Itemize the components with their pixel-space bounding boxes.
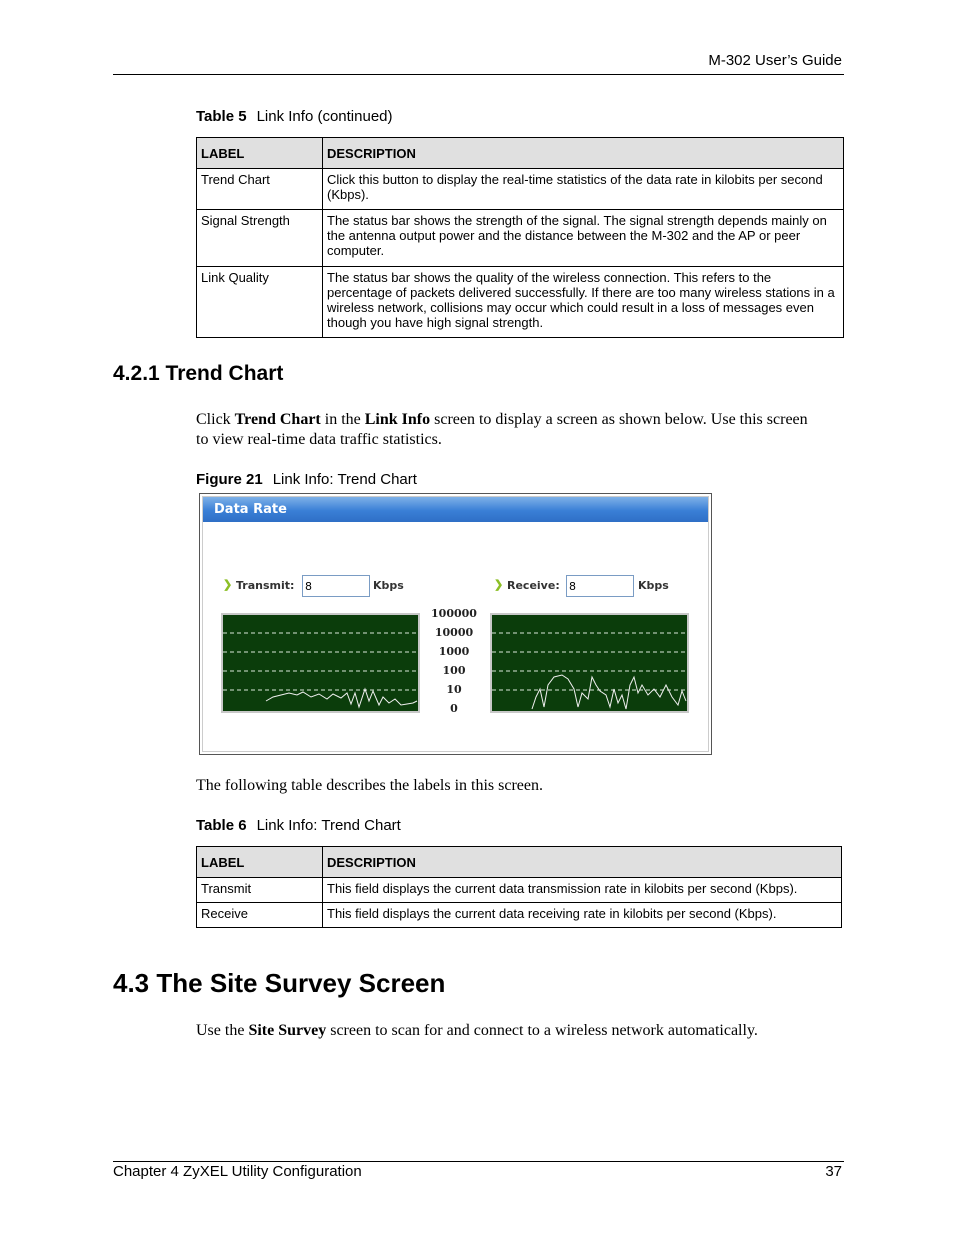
table6-caption — [196, 817, 401, 834]
table5-caption-label: Table 5 — [196, 108, 247, 125]
table6-header-label: LABEL — [197, 847, 323, 878]
figure21-caption — [196, 471, 417, 488]
table-row — [197, 210, 844, 267]
receive-label: Receive: — [507, 579, 560, 592]
table-row — [197, 878, 842, 903]
table6-cell-label: Transmit — [197, 878, 323, 903]
transmit-unit: Kbps — [373, 579, 404, 592]
transmit-label: Transmit: — [236, 579, 295, 592]
scale-label: 10 — [446, 683, 462, 696]
para-text: Click — [196, 411, 235, 428]
following-table-paragraph: The following table describes the labels in this screen. — [196, 777, 544, 794]
table5-cell-label: Link Quality — [197, 267, 323, 338]
para-text: screen to scan for and connect to a wireless network automatically. — [326, 1022, 758, 1039]
chart-scale — [429, 604, 479, 718]
guide-title: M-302 User’s Guide — [708, 52, 842, 69]
table-row — [197, 169, 844, 210]
data-rate-title: Data Rate — [214, 502, 287, 517]
scale-label: 100 — [442, 664, 466, 677]
table5-header-description: DESCRIPTION — [323, 138, 844, 169]
table5-cell-label: Trend Chart — [197, 169, 323, 210]
table5-caption — [196, 108, 393, 125]
data-rate-panel — [202, 496, 709, 752]
section-heading-site-survey: 4.3 The Site Survey Screen — [113, 968, 446, 998]
table5 — [196, 137, 844, 338]
chevron-right-icon: ❯ — [223, 579, 233, 591]
figure21-caption-label: Figure 21 — [196, 471, 263, 488]
para-bold-link-info: Link Info — [364, 411, 431, 428]
receive-unit: Kbps — [638, 579, 669, 592]
receive-field[interactable] — [566, 575, 634, 597]
header-rule — [113, 74, 844, 75]
transmit-trend-chart — [221, 613, 420, 713]
data-rate-titlebar — [203, 497, 708, 522]
para-bold-trend-chart: Trend Chart — [234, 411, 321, 428]
para-bold-site-survey: Site Survey — [248, 1022, 327, 1039]
figure21-caption-text: Link Info: Trend Chart — [272, 471, 417, 488]
table5-cell-description: The status bar shows the strength of the signal. The signal strength depends mainly on the antenna output power and the distance between the M-302 and the AP or peer computer. — [323, 210, 844, 267]
table5-header-label: LABEL — [197, 138, 323, 169]
scale-label: 0 — [450, 702, 458, 715]
scale-label: 100000 — [431, 607, 477, 620]
para-text: in the — [320, 411, 365, 428]
table6-cell-description: This field displays the current data receiving rate in kilobits per second (Kbps). — [323, 903, 842, 928]
scale-label: 1000 — [438, 645, 470, 658]
table6-cell-label: Receive — [197, 903, 323, 928]
table-row — [197, 903, 842, 928]
table5-cell-description: The status bar shows the quality of the wireless connection. This refers to the percentage of packets delivered successfully. If there are too many wireless stations in a wireless network, collisions may occur which could result in a loss of messages even though you have high signal strength. — [323, 267, 844, 338]
para-text: Use the — [196, 1022, 249, 1039]
table6-header-description: DESCRIPTION — [323, 847, 842, 878]
chevron-right-icon: ❯ — [494, 579, 504, 591]
footer-page-number: 37 — [825, 1163, 842, 1180]
table6-caption-text: Link Info: Trend Chart — [256, 817, 401, 834]
table6-cell-description: This field displays the current data transmission rate in kilobits per second (Kbps). — [323, 878, 842, 903]
receive-trend-chart — [490, 613, 689, 713]
figure21-screenshot — [199, 493, 712, 755]
table6 — [196, 846, 842, 928]
scale-label: 10000 — [434, 626, 474, 639]
table-row — [197, 267, 844, 338]
table6-caption-label: Table 6 — [196, 817, 247, 834]
footer-chapter: Chapter 4 ZyXEL Utility Configuration — [113, 1163, 362, 1180]
transmit-field[interactable] — [302, 575, 370, 597]
receive-trend-graph — [492, 615, 687, 711]
table5-cell-description: Click this button to display the real-time statistics of the data rate in kilobits per second (Kbps). — [323, 169, 844, 210]
table5-cell-label: Signal Strength — [197, 210, 323, 267]
site-survey-paragraph — [196, 1021, 836, 1041]
trend-chart-paragraph — [196, 410, 816, 450]
table5-caption-text: Link Info (continued) — [256, 108, 393, 125]
footer-rule — [113, 1161, 844, 1162]
para-text: screen to display a screen as shown below. Use this screen to view real-time data traffic statistics. — [196, 411, 808, 448]
transmit-trend-graph — [223, 615, 418, 711]
section-heading-trend-chart: 4.2.1 Trend Chart — [113, 362, 284, 385]
